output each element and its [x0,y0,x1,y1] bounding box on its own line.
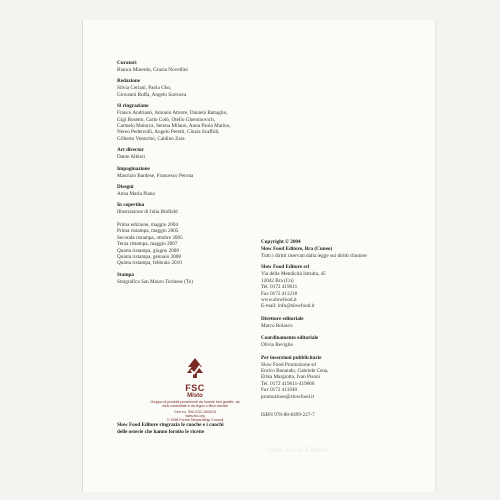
section-line: Prima ristampa, maggio 2005 [117,228,179,235]
section-stampa [117,272,267,285]
section-line: Via della Mendicità Istruita, 45 [261,271,326,278]
section-line: Prima edizione, maggio 2004 [117,221,179,228]
fsc-description: Gruppo di prodotti provenienti da foreste ben gestite, da fonti controllate e da legno o fibra riciclati [150,400,240,409]
isbn-line: ISBN 978-88-8499-227-7 [261,412,315,419]
fsc-label [149,357,241,423]
section-line: Dante Albieri [117,154,146,161]
section-line: Fax 0172 411640 [261,387,298,394]
fsc-wordmark: FSC [185,383,205,393]
section-line: Terza ristampa, maggio 2007 [117,241,178,248]
thanks-line: Slow Food Editore ringrazia le cuoche e i cuochi [117,422,224,428]
section-line: Quinta ristampa, febbraio 2010 [117,260,182,267]
section-line: E-mail: info@slowfood.it [261,303,315,310]
section-line: Franco Andrianò, Antonio Attorre, Daniela Battaglio, [117,110,228,117]
ghost-print-through: slow Food Editore [268,446,330,454]
book-page [82,20,435,492]
section-line: Olivia Reviglio [261,342,294,349]
section-line: Erika Margiotta, Ivan Pisoni [261,374,320,381]
section-line: Enrico Bonaudo, Gabriele Cena, [261,368,329,375]
section-heading: Stampa [117,271,135,278]
section-line: promozione@slowfood.it [261,393,315,400]
section-line: Tutti i diritti riservati dalla legge sui diritti d'autore [261,253,367,259]
fsc-misto-label: Misto [187,393,203,399]
section-heading: In copertina [117,202,145,209]
section-line: Silvia Ceriani, Paola Gho, [117,85,172,92]
section-art-director [117,147,267,160]
section-line: Tel. 0172 419611 [261,284,298,291]
section-disegni [117,184,267,197]
section-line: Carmelo Maiorca, Serena Milano, Anna Paola Marino, [117,123,231,130]
section-heading: Si ringraziano [117,103,149,110]
section-line: www.slowfood.it [261,297,297,304]
section-line: Quinta ristampa, gennaio 2008 [117,253,181,260]
section-line: Anna Maria Piana [117,191,155,198]
fsc-copyright: © 1996 Forest Stewardship Council [166,418,224,423]
fsc-cert-code: Cert no. SW-COC-004215 [174,409,216,414]
section-copertina [117,202,267,215]
section-line: Seconda ristampa, ottobre 2005 [117,234,183,241]
fsc-website: www.fsc.org [185,414,205,419]
section-heading: Redazione [117,78,141,85]
section-line: 12042 Bra (Cn) [261,277,294,284]
section-line: Slow Food Editore, Bra (Cuneo) [261,246,333,252]
section-isbn [261,412,421,418]
credits-left-column [117,60,267,285]
section-line: Stargrafica San Mauro Torinese (To) [117,278,194,285]
section-heading: Curatori [117,60,137,66]
section-direttore [261,316,421,329]
section-line: Gilberto Venturini, Caldino Zara [117,135,185,142]
section-impaginazione [117,166,267,179]
section-line: Marco Bolasco [261,322,293,329]
section-line: Gigi Bosetto, Carlo Colò, Otello Ghersinovich, [117,116,215,123]
section-line: Nereo Pederzolli, Angelo Peretti, Cinzia Scaffidi, [117,129,220,136]
section-heading: Per inserzioni pubblicitarie [261,354,322,361]
section-line: Quarta ristampa, giugno 2008 [117,247,179,254]
section-ringraziamenti [117,103,267,142]
thanks-note [117,422,224,436]
section-line: Fax 0172 411218 [261,290,298,297]
section-heading: Art director [117,147,144,154]
section-inserzioni [261,355,421,400]
section-line: Maurizio Bardese, Francesco Perona [117,172,194,179]
section-copyright [261,239,421,259]
section-heading: Disegni [117,184,134,191]
section-redazione [117,78,267,98]
section-coordinamento [261,335,421,348]
section-heading: Copyright © 2004 [261,239,301,245]
section-line: Bianca Minerdo, Grazia Novellini [117,67,188,73]
thanks-line: delle osterie che hanno fornito le ricette [117,429,205,435]
section-line: Illustrazione di Julia Binfield [117,209,178,216]
fsc-tree-checkmark-icon [184,357,206,383]
section-heading: Direttore editoriale [261,315,304,322]
section-line: Giovanni Ruffa, Angelo Surrusca [117,91,187,98]
credits-right-column [261,239,421,419]
section-editore [261,264,421,309]
section-curatori [117,60,267,73]
section-edizioni [117,222,267,267]
section-line: Slow Food Promozione srl [261,361,317,368]
section-heading: Slow Food Editore srl [261,264,310,271]
section-line: Tel. 0172 419611-419666 [261,380,315,387]
section-heading: Coordinamento editoriale [261,335,319,342]
section-heading: Impaginazione [117,165,150,172]
